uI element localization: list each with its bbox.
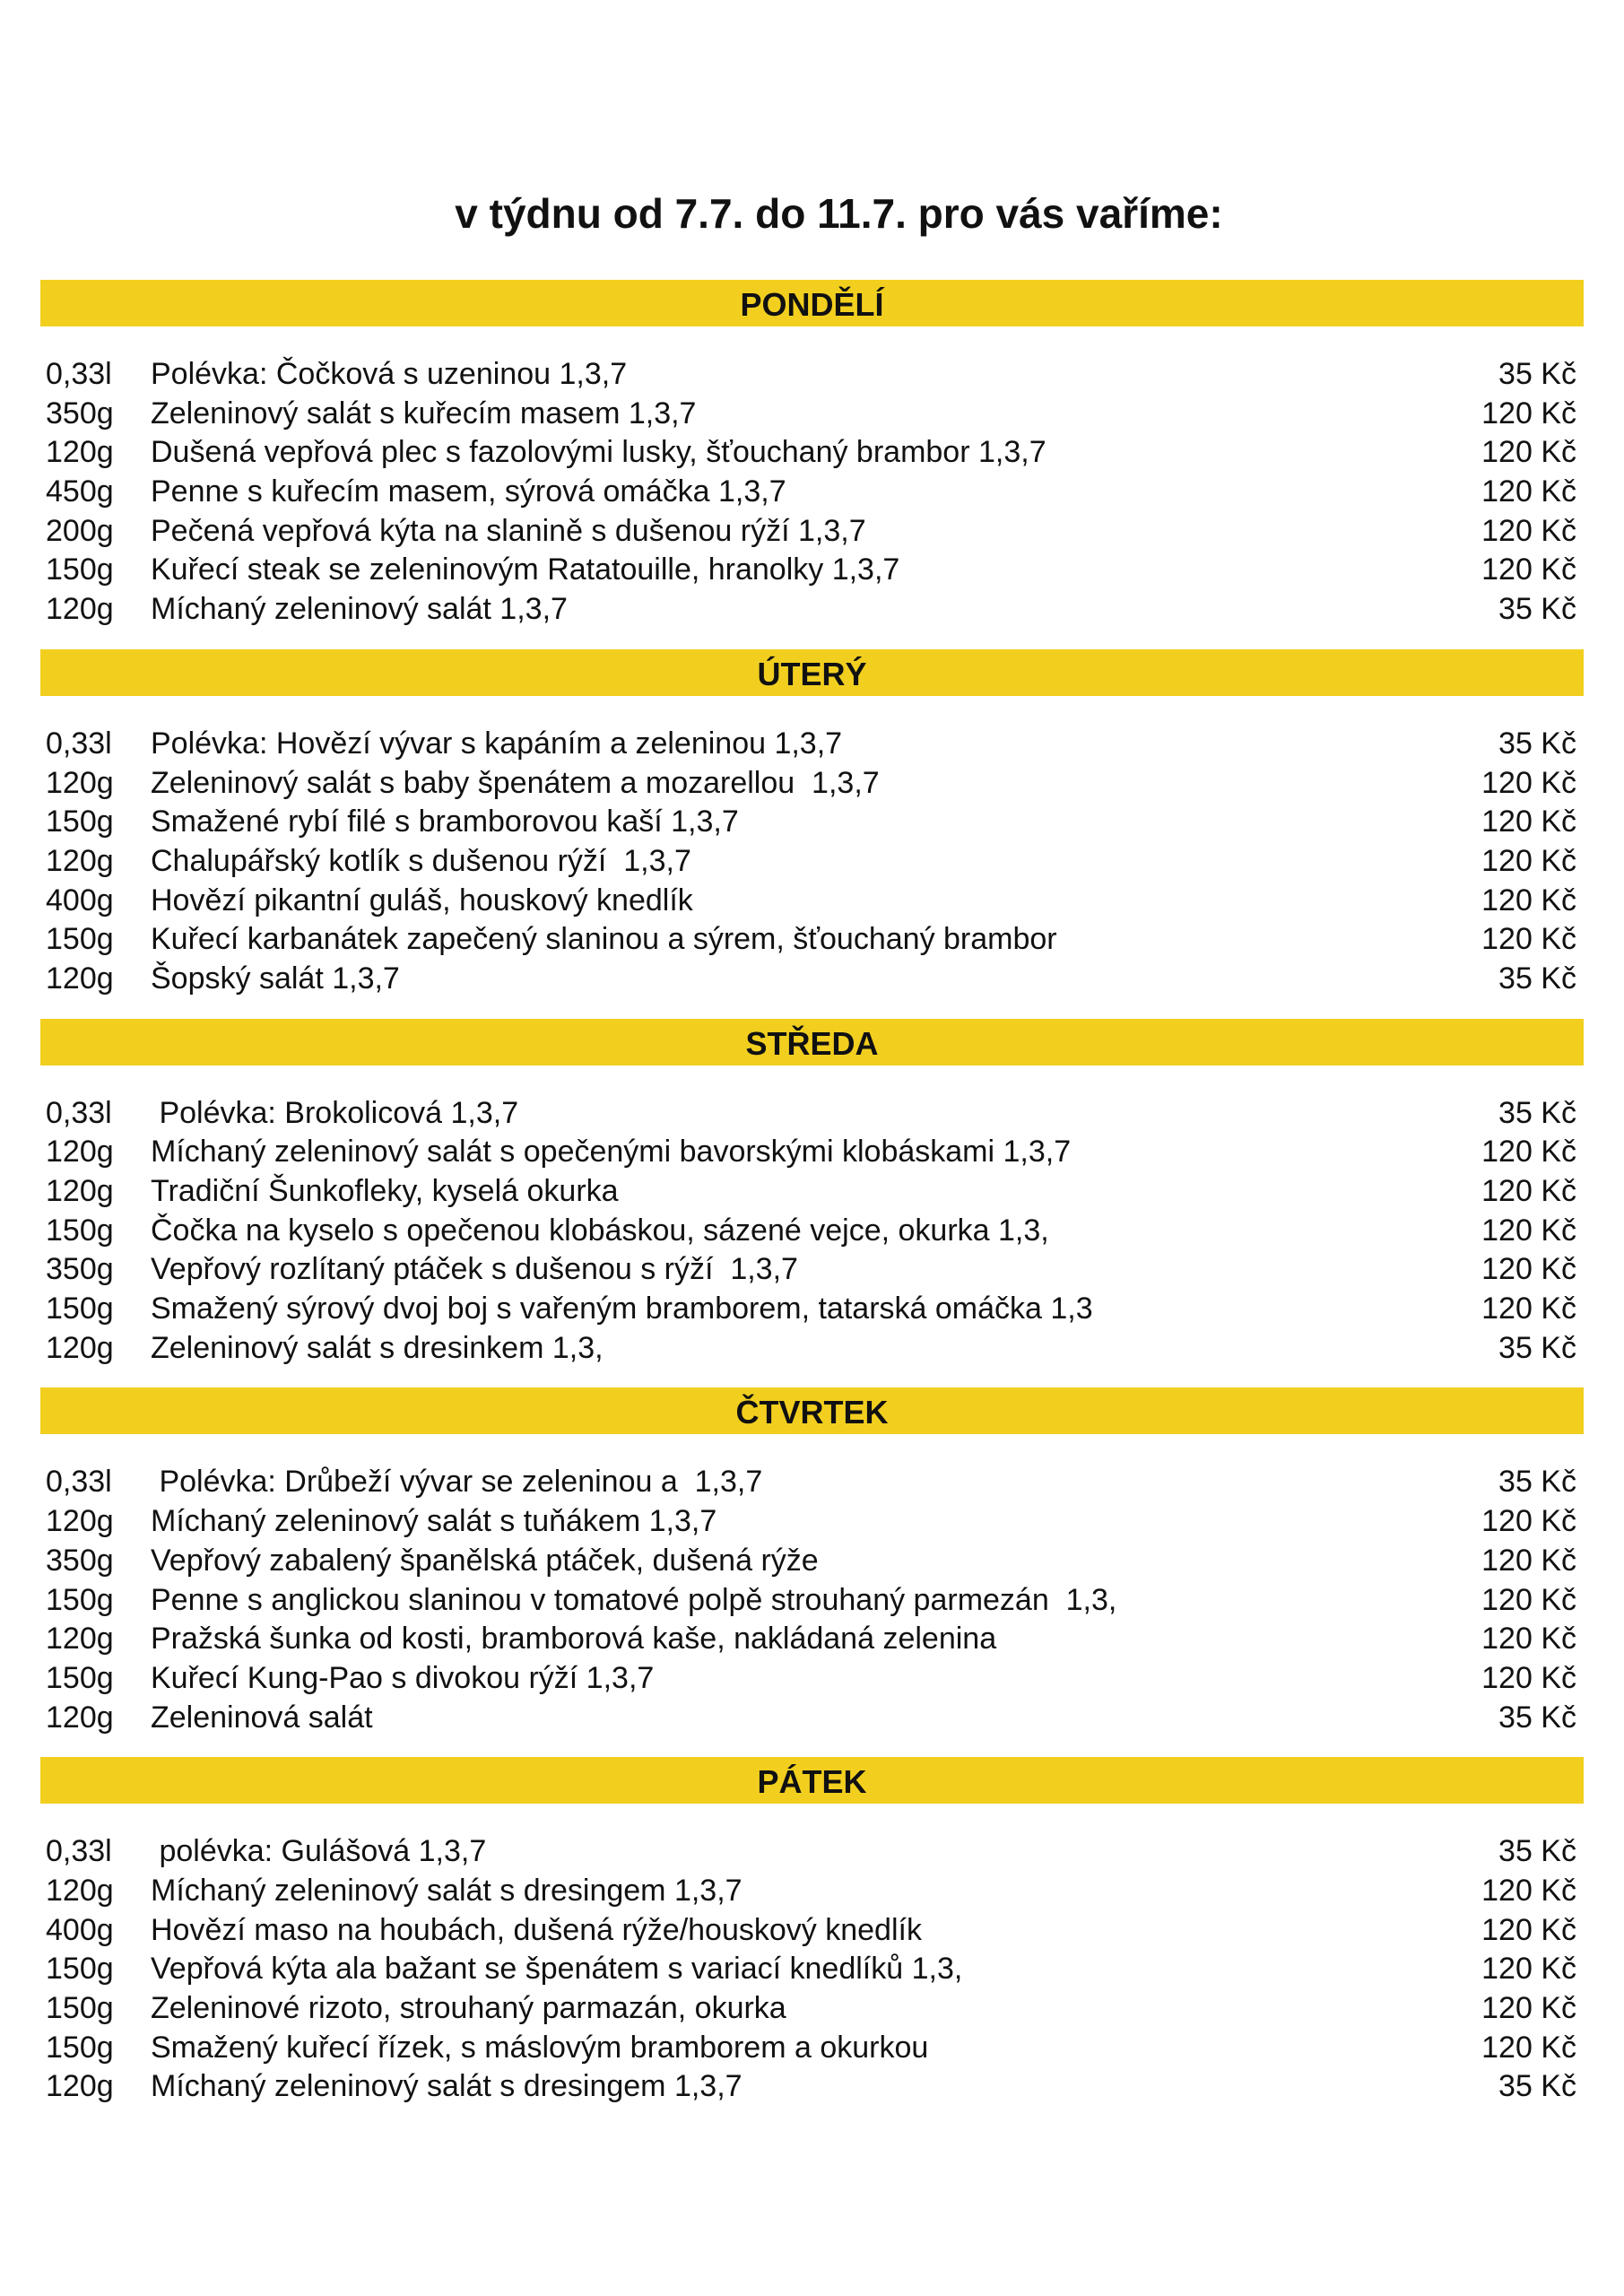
- item-name: Míchaný zeleninový salát s opečenými bavorskými klobáskami 1,3,7: [151, 1135, 1072, 1170]
- item-price: 120 Kč: [1481, 1292, 1576, 1326]
- item-price: 120 Kč: [1481, 883, 1576, 918]
- day-header: PONDĚLÍ: [40, 280, 1584, 326]
- item-price: 35 Kč: [1498, 1465, 1576, 1500]
- menu-item: [40, 1463, 1584, 1502]
- item-quantity: 120g: [46, 961, 114, 996]
- item-quantity: 150g: [46, 1952, 114, 1987]
- item-name: polévka: Gulášová 1,3,7: [151, 1834, 487, 1869]
- day-header: STŘEDA: [40, 1019, 1584, 1065]
- item-name: Míchaný zeleninový salát s dresingem 1,3,7: [151, 1873, 743, 1908]
- item-name: Zeleninové rizoto, strouhaný parmazán, okurka: [151, 1991, 786, 2025]
- item-name: Hovězí maso na houbách, dušená rýže/houskový knedlík: [151, 1912, 922, 1947]
- menu-item: [40, 842, 1584, 882]
- item-price: 35 Kč: [1498, 1330, 1576, 1365]
- item-quantity: 120g: [46, 1174, 114, 1208]
- item-price: 120 Kč: [1481, 804, 1576, 839]
- menu-item: [40, 882, 1584, 921]
- item-price: 120 Kč: [1481, 1912, 1576, 1947]
- day-section-patek: [40, 1757, 1584, 2126]
- menu-item: [40, 764, 1584, 804]
- menu-item: [40, 1094, 1584, 1134]
- item-price: 35 Kč: [1498, 1834, 1576, 1869]
- menu-item: [40, 1133, 1584, 1172]
- item-name: Smažené rybí filé s bramborovou kaší 1,3,7: [151, 804, 739, 839]
- item-quantity: 0,33l: [46, 1095, 112, 1130]
- menu-item: [40, 2029, 1584, 2068]
- item-price: 120 Kč: [1481, 1543, 1576, 1578]
- item-name: Chalupářský kotlík s dušenou rýží 1,3,7: [151, 843, 691, 878]
- item-price: 120 Kč: [1481, 1952, 1576, 1987]
- item-price: 35 Kč: [1498, 357, 1576, 391]
- item-name: Zeleninový salát s baby špenátem a mozarellou 1,3,7: [151, 765, 880, 800]
- item-name: Polévka: Brokolicová 1,3,7: [151, 1095, 519, 1130]
- item-quantity: 120g: [46, 1700, 114, 1735]
- item-name: Zeleninová salát: [151, 1700, 373, 1735]
- item-price: 35 Kč: [1498, 2069, 1576, 2104]
- menu-item: [40, 1989, 1584, 2029]
- menu-item: [40, 1872, 1584, 1911]
- item-name: Zeleninový salát s dresinkem 1,3,: [151, 1330, 604, 1365]
- menu-item: [40, 1250, 1584, 1290]
- item-quantity: 350g: [46, 1252, 114, 1287]
- item-quantity: 200g: [46, 513, 114, 548]
- item-name: Penne s anglickou slaninou v tomatové polpě strouhaný parmezán 1,3,: [151, 1582, 1117, 1617]
- menu-item: [40, 960, 1584, 999]
- item-price: 120 Kč: [1481, 1504, 1576, 1539]
- item-quantity: 0,33l: [46, 1465, 112, 1500]
- menu-item: [40, 1502, 1584, 1542]
- item-price: 120 Kč: [1481, 1622, 1576, 1657]
- item-quantity: 0,33l: [46, 357, 112, 391]
- item-name: Kuřecí steak se zeleninovým Ratatouille, hranolky 1,3,7: [151, 552, 900, 587]
- item-quantity: 450g: [46, 474, 114, 509]
- item-quantity: 120g: [46, 1330, 114, 1365]
- weekly-menu: [40, 280, 1584, 2126]
- item-price: 35 Kč: [1498, 961, 1576, 996]
- menu-item: [40, 1542, 1584, 1581]
- item-name: Vepřová kýta ala bažant se špenátem s variací knedlíků 1,3,: [151, 1952, 963, 1987]
- menu-item: [40, 1659, 1584, 1699]
- day-section-ctvrtek: [40, 1387, 1584, 1757]
- menu-item: [40, 1212, 1584, 1251]
- item-quantity: 120g: [46, 2069, 114, 2104]
- item-name: Dušená vepřová plec s fazolovými lusky, šťouchaný brambor 1,3,7: [151, 435, 1046, 470]
- item-name: Čočka na kyselo s opečenou klobáskou, sázené vejce, okurka 1,3,: [151, 1213, 1049, 1248]
- item-name: Smažený sýrový dvoj boj s vařeným bramborem, tatarská omáčka 1,3: [151, 1292, 1093, 1326]
- item-name: Penne s kuřecím masem, sýrová omáčka 1,3,7: [151, 474, 786, 509]
- menu-item: [40, 512, 1584, 552]
- day-header: ÚTERÝ: [40, 649, 1584, 696]
- item-quantity: 150g: [46, 2030, 114, 2065]
- menu-item: [40, 1329, 1584, 1369]
- menu-item: [40, 725, 1584, 764]
- item-name: Pražská šunka od kosti, bramborová kaše, nakládaná zelenina: [151, 1622, 997, 1657]
- item-price: 120 Kč: [1481, 765, 1576, 800]
- item-quantity: 150g: [46, 1582, 114, 1617]
- item-price: 120 Kč: [1481, 922, 1576, 957]
- item-quantity: 120g: [46, 765, 114, 800]
- menu-item: [40, 920, 1584, 960]
- menu-item: [40, 355, 1584, 395]
- item-price: 120 Kč: [1481, 843, 1576, 878]
- item-price: 120 Kč: [1481, 2030, 1576, 2065]
- day-header: PÁTEK: [40, 1757, 1584, 1804]
- item-price: 120 Kč: [1481, 1991, 1576, 2025]
- menu-item: [40, 803, 1584, 842]
- item-name: Kuřecí Kung-Pao s divokou rýží 1,3,7: [151, 1660, 655, 1695]
- item-price: 35 Kč: [1498, 1095, 1576, 1130]
- menu-item: [40, 395, 1584, 434]
- menu-item: [40, 551, 1584, 590]
- item-quantity: 0,33l: [46, 726, 112, 761]
- item-name: Vepřový zabalený španělská ptáček, dušená rýže: [151, 1543, 819, 1578]
- item-name: Vepřový rozlítaný ptáček s dušenou s rýží 1,3,7: [151, 1252, 798, 1287]
- item-price: 120 Kč: [1481, 435, 1576, 470]
- item-name: Míchaný zeleninový salát s tuňákem 1,3,7: [151, 1504, 717, 1539]
- item-price: 120 Kč: [1481, 552, 1576, 587]
- item-price: 120 Kč: [1481, 1213, 1576, 1248]
- item-quantity: 120g: [46, 843, 114, 878]
- item-quantity: 150g: [46, 1991, 114, 2025]
- menu-items: [40, 1434, 1584, 1757]
- menu-items: [40, 1065, 1584, 1388]
- item-quantity: 150g: [46, 1292, 114, 1326]
- page-title: v týdnu od 7.7. do 11.7. pro vás vaříme:: [455, 190, 1223, 237]
- item-quantity: 350g: [46, 396, 114, 430]
- day-header: ČTVRTEK: [40, 1387, 1584, 1434]
- menu-item: [40, 1699, 1584, 1738]
- item-quantity: 350g: [46, 1543, 114, 1578]
- menu-item: [40, 1172, 1584, 1212]
- item-quantity: 150g: [46, 1213, 114, 1248]
- item-price: 120 Kč: [1481, 474, 1576, 509]
- item-name: Pečená vepřová kýta na slanině s dušenou rýží 1,3,7: [151, 513, 866, 548]
- item-quantity: 120g: [46, 435, 114, 470]
- menu-item: [40, 473, 1584, 512]
- item-quantity: 120g: [46, 1135, 114, 1170]
- day-section-pondeli: [40, 280, 1584, 649]
- menu-item: [40, 1581, 1584, 1621]
- item-name: Míchaný zeleninový salát 1,3,7: [151, 592, 568, 627]
- menu-item: [40, 590, 1584, 630]
- item-price: 120 Kč: [1481, 1252, 1576, 1287]
- menu-item: [40, 433, 1584, 473]
- item-quantity: 120g: [46, 1622, 114, 1657]
- item-quantity: 150g: [46, 1660, 114, 1695]
- item-price: 120 Kč: [1481, 1873, 1576, 1908]
- menu-item: [40, 1620, 1584, 1659]
- item-name: Polévka: Drůbeží vývar se zeleninou a 1,3,7: [151, 1465, 763, 1500]
- item-name: Smažený kuřecí řízek, s máslovým bramborem a okurkou: [151, 2030, 929, 2065]
- item-name: Polévka: Hovězí vývar s kapáním a zeleninou 1,3,7: [151, 726, 843, 761]
- item-quantity: 400g: [46, 1912, 114, 1947]
- item-name: Polévka: Čočková s uzeninou 1,3,7: [151, 357, 628, 391]
- menu-item: [40, 2067, 1584, 2107]
- item-price: 120 Kč: [1481, 1135, 1576, 1170]
- day-section-utery: [40, 649, 1584, 1019]
- menu-item: [40, 1832, 1584, 1872]
- menu-item: [40, 1911, 1584, 1951]
- menu-items: [40, 326, 1584, 649]
- item-name: Míchaný zeleninový salát s dresingem 1,3,7: [151, 2069, 743, 2104]
- menu-item: [40, 1950, 1584, 1989]
- item-price: 120 Kč: [1481, 396, 1576, 430]
- item-price: 120 Kč: [1481, 1174, 1576, 1208]
- item-price: 35 Kč: [1498, 726, 1576, 761]
- item-quantity: 120g: [46, 592, 114, 627]
- item-quantity: 150g: [46, 804, 114, 839]
- menu-item: [40, 1290, 1584, 1329]
- item-quantity: 150g: [46, 922, 114, 957]
- item-name: Hovězí pikantní guláš, houskový knedlík: [151, 883, 693, 918]
- item-quantity: 150g: [46, 552, 114, 587]
- menu-items: [40, 696, 1584, 1019]
- day-section-streda: [40, 1019, 1584, 1388]
- item-price: 35 Kč: [1498, 592, 1576, 627]
- item-name: Tradiční Šunkofleky, kyselá okurka: [151, 1174, 619, 1208]
- item-quantity: 120g: [46, 1873, 114, 1908]
- item-price: 120 Kč: [1481, 1582, 1576, 1617]
- item-quantity: 400g: [46, 883, 114, 918]
- item-price: 120 Kč: [1481, 1660, 1576, 1695]
- item-name: Kuřecí karbanátek zapečený slaninou a sýrem, šťouchaný brambor: [151, 922, 1057, 957]
- item-quantity: 120g: [46, 1504, 114, 1539]
- item-name: Zeleninový salát s kuřecím masem 1,3,7: [151, 396, 697, 430]
- item-price: 35 Kč: [1498, 1700, 1576, 1735]
- item-name: Šopský salát 1,3,7: [151, 961, 400, 996]
- item-quantity: 0,33l: [46, 1834, 112, 1869]
- item-price: 120 Kč: [1481, 513, 1576, 548]
- menu-items: [40, 1804, 1584, 2126]
